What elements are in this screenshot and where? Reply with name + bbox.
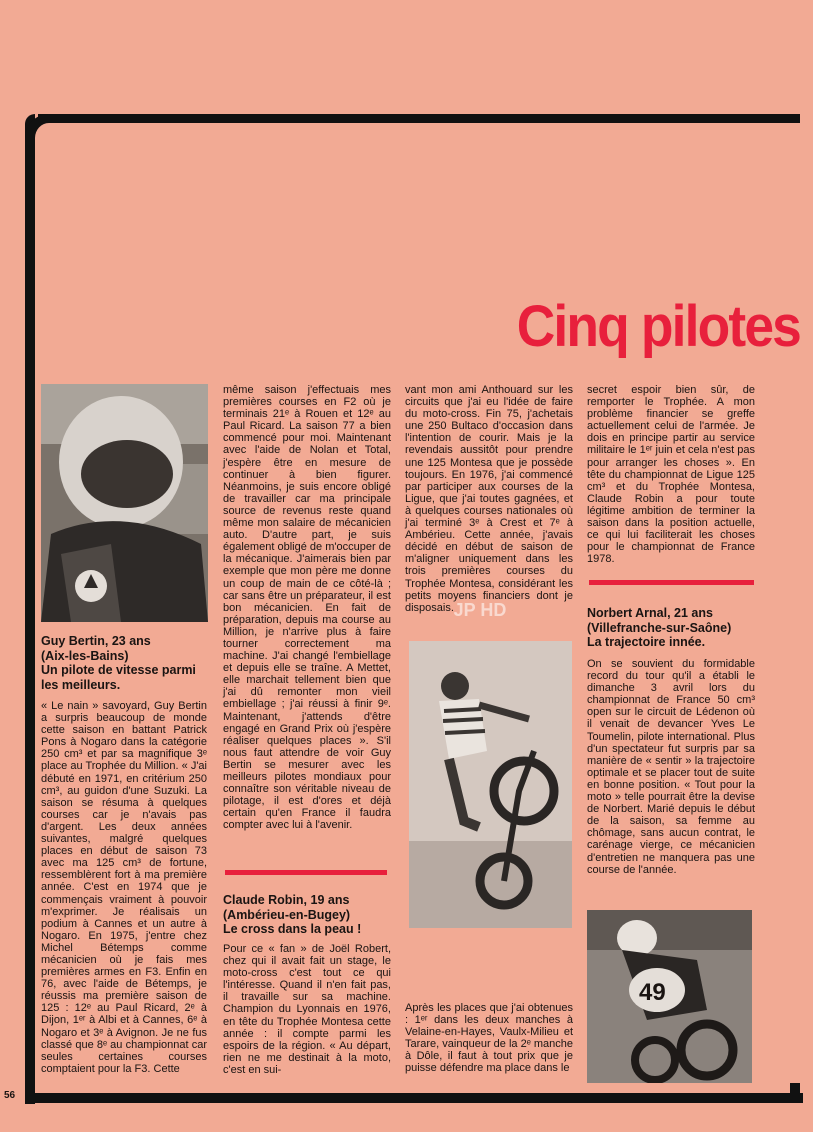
watermark-logo: JP HD: [453, 600, 507, 620]
article-arnal-col4: [587, 658, 755, 876]
caption-robin: [223, 893, 393, 937]
paragraph: Après les places que j'ai obtenues : 1ᵉʳ dans les deux manches à Velaine-en-Hayes, Vaulx-Milieu et Tarare, vainqueur de la 2ᵉ manche à Dôle, il faut à tout prix que je puisse défendre ma place dans le: [405, 1002, 573, 1075]
caption-bertin: [41, 634, 211, 692]
paragraph: secret espoir bien sûr, de remporter le Trophée. A mon problème financier se greffe actuellement celui de l'armée. Je dois en principe partir au service militaire le 1ᵉʳ juin et cela n'est pas pour arranger les choses ». En tête du championnat de Ligue 125 cm³ et du Trophée Montesa, Claude Robin a pour toute légitime ambition de terminer la saison dans la position actuelle, ce qui lui faciliterait les choses pour le championnat de France 1978.: [587, 384, 755, 566]
caption-robin-town: (Ambérieu-en-Bugey): [223, 907, 351, 922]
photo-claude-robin: [409, 641, 572, 928]
frame-left-border: [25, 114, 35, 1104]
page-title: Cinq pilotes: [516, 294, 800, 359]
article-robin-col3: [405, 384, 573, 614]
caption-robin-subtitle: Le cross dans la peau !: [223, 922, 362, 936]
article-robin-col3-continued: [405, 1002, 573, 1075]
road-racer-image: [587, 910, 752, 1083]
frame-bottom-border: [25, 1093, 803, 1103]
frame-top-border: [38, 114, 800, 123]
article-robin-col4: [587, 384, 755, 565]
article-bertin-col1: [41, 700, 207, 1075]
caption-arnal-town: (Villefranche-sur-Saône): [587, 620, 732, 635]
caption-arnal-subtitle: La trajectoire innée.: [587, 635, 706, 649]
paragraph: « Le nain » savoyard, Guy Bertin a surpris beaucoup de monde cette saison en battant Patrick Pons à Nogaro dans la catégorie 250 cm³ et par sa magnifique 3ᵉ place au Trophée du Million. « J'ai débuté en 1971, en critérium 250 cm³, au guidon d'une Suzuki. La saison se résuma à quelques courses car je n'avais pas d'argent. Les deux années suivantes, malgré quelques places en début de saison 73 avec ma 125 cm³ de fortune, ressemblèrent fort à ma première année. C'est en 1974 que je commençais vraiment à pouvoir m'exprimer. Je réalisais un podium à Cannes et un autre à Nogaro. En 1975, j'entre chez Michel Bétemps comme mécanicien où je fais mes premières armes en F3. Enfin en 76, avec l'aide de Bétemps, je réussis ma première saison de 125 : 12ᵉ au Paul Ricard, 2ᵉ à Dijon, 1ᵉʳ à Albi et à Cannes, 6ᵉ à Nogaro et 3ᵉ à Avignon. Je ne fus classé que 8ᵉ au championnat car seules certaines courses comptaient pour la F3. Cette: [41, 700, 207, 1075]
caption-arnal-name: Norbert Arnal, 21 ans: [587, 606, 713, 620]
section-divider: [589, 580, 754, 585]
page-number: 56: [4, 1090, 16, 1101]
paragraph: même saison j'effectuais mes premières courses en F2 où je terminais 21ᵉ à Rouen et 12ᵉ au Paul Ricard. La saison 77 a bien commencé pour moi. Maintenant avec l'aide de Nolan et Total, j'espère être en mesure de continuer à bien figurer. Néanmoins, je suis encore obligé de travailler car ma principale source de revenus reste quand même mon salaire de mécanicien auto. D'autre part, je suis également obligé de m'occuper de la mécanique. J'aimerais bien par exemple que mon père me donne un coup de main de ce côté-là ; car sans être un préparateur, il est bon mécanicien. En fait de préparation, depuis ma course au Million, je n'arrive plus à faire tourner correctement ma machine. J'ai changé l'embiellage et depuis elle se traîne. A Mettet, elle marchait tellement bien que j'ai dû remonter mon vieil embiellage ; j'ai réussi à finir 9ᵉ. Maintenant, j'attends d'être engagé en Grand Prix où j'espère réaliser quelques places ». S'il nous faut attendre de voir Guy Bertin se mesurer avec les meilleurs pilotes mondiaux pour connaître son véritable niveau de pilotage, il est d'ores et déjà certain qu'en France il faudra compter avec lui à l'avenir.: [223, 384, 391, 832]
caption-bertin-subtitle: Un pilote de vitesse parmi les meilleurs.: [41, 663, 196, 692]
race-number: 49: [639, 979, 666, 1006]
caption-bertin-town: (Aix-les-Bains): [41, 648, 129, 663]
rider-portrait-image: [41, 384, 208, 622]
section-divider: [225, 870, 387, 875]
motocross-image: [409, 641, 572, 928]
caption-robin-name: Claude Robin, 19 ans: [223, 893, 350, 907]
paragraph: On se souvient du formidable record du tour qu'il a établi le dimanche 3 avril lors du championnat de France 50 cm³ open sur le circuit de Lédenon où il venait de devancer Yves Le Toumelin, pilote international. Plus d'un spectateur fut surpris par sa manière de « sentir » la trajectoire optimale et se placer tout de suite en bonne position. « Tout pour la moto » telle pourrait être la devise de Norbert. Marié depuis le début de la saison, sa femme au chômage, sans aucun contrat, le carénage vierge, ce mécanicien d'entretien ne manquera pas une course de l'année.: [587, 658, 755, 876]
photo-norbert-arnal: [587, 910, 752, 1083]
paragraph: Pour ce « fan » de Joël Robert, chez qui il avait fait un stage, le moto-cross c'est tout ce qui l'intéresse. Quand il n'en fait pas, il travaille sur sa machine. Champion du Lyonnais en 1976, en tête du Trophée Montesa cette année : il compte parmi les espoirs de la région. « Au départ, rien ne me destinait à la moto, c'est en sui-: [223, 943, 391, 1076]
article-robin-col2: [223, 943, 391, 1076]
paragraph: vant mon ami Anthouard sur les circuits que j'ai eu l'idée de faire du moto-cross. Fin 75, j'achetais une 250 Bultaco d'occasion dans l'intention de courir. Mais je la revendais aussitôt pour prendre une 125 Montesa que je possède toujours. En 1976, j'ai commencé par participer aux courses de la Ligue, que j'ai toutes gagnées, et à quelques courses nationales où j'ai terminé 3ᵉ à Crest et 7ᵉ à Ambérieu. Cette année, j'avais décidé en début de saison de m'aligner uniquement dans les trois premières courses du Trophée Montesa, considérant les petits moyens financiers dont je disposais.: [405, 384, 573, 614]
frame-bottom-right-tick: [790, 1083, 800, 1103]
caption-arnal: [587, 606, 757, 650]
caption-bertin-name: Guy Bertin, 23 ans: [41, 634, 151, 648]
article-bertin-col2: [223, 384, 391, 831]
photo-guy-bertin: [41, 384, 208, 622]
